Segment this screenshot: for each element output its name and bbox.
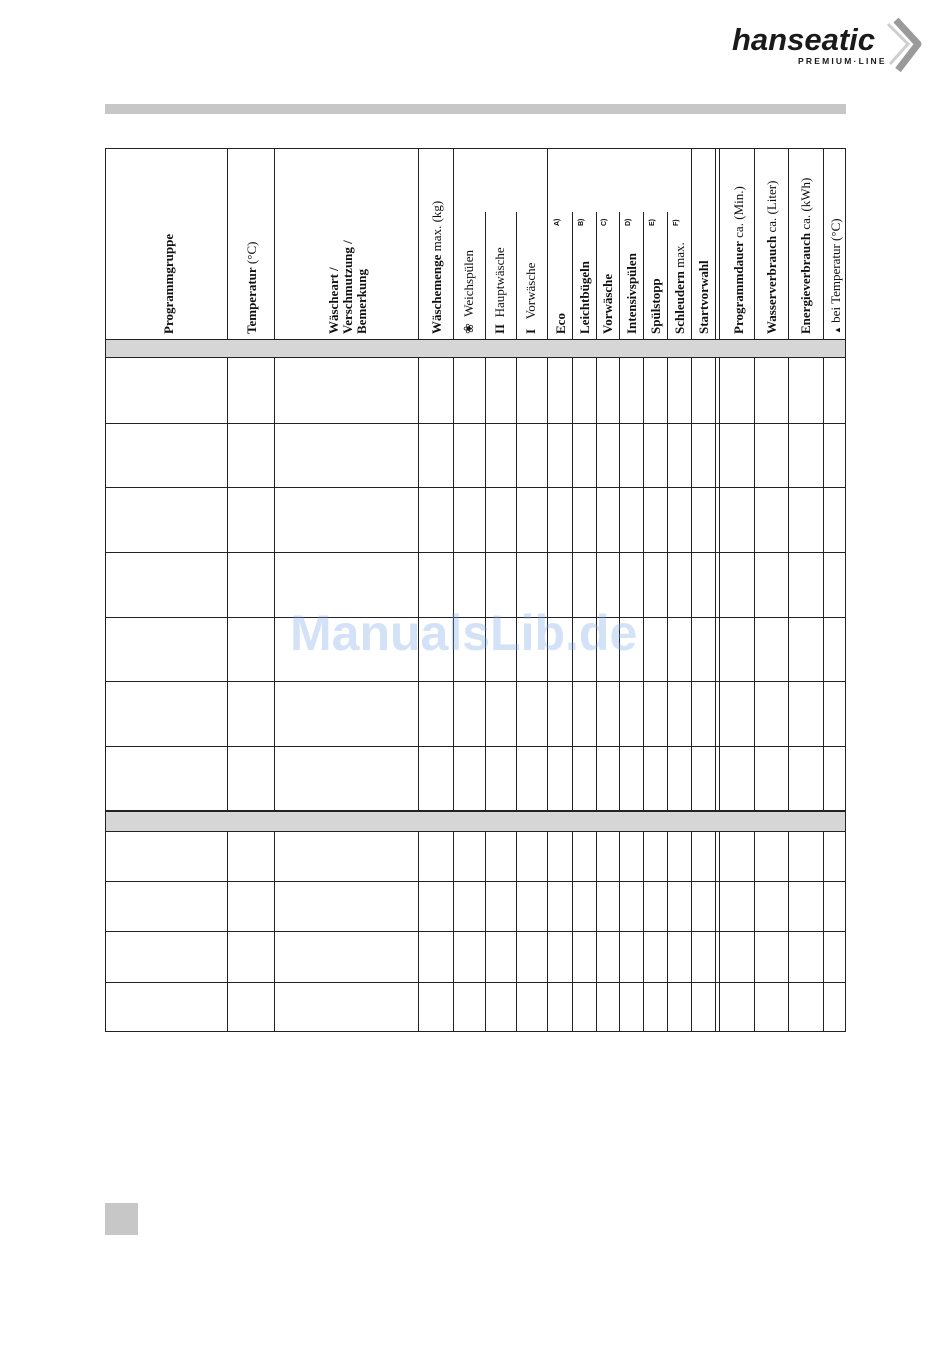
col-line bbox=[547, 357, 548, 810]
col-line bbox=[572, 357, 573, 810]
header-waescheart-3: Bemerkung bbox=[354, 269, 369, 334]
col-line bbox=[227, 831, 228, 1032]
col-line bbox=[619, 212, 620, 339]
col-line bbox=[719, 148, 720, 339]
col-line bbox=[719, 357, 720, 810]
col-line bbox=[572, 831, 573, 1032]
col-line bbox=[667, 212, 668, 339]
header-hauptwaesche: II Hauptwäsche bbox=[492, 247, 507, 334]
col-line bbox=[547, 831, 548, 1032]
col-line bbox=[485, 831, 486, 1032]
col-line bbox=[516, 212, 517, 339]
col-line bbox=[227, 148, 228, 339]
col-line bbox=[418, 357, 419, 810]
header-temperatur: Temperatur (°C) bbox=[244, 241, 259, 334]
note-e: E) bbox=[649, 219, 656, 226]
brand-logo bbox=[728, 14, 928, 76]
col-line bbox=[719, 831, 720, 1032]
row-line bbox=[105, 487, 846, 488]
col-line bbox=[788, 148, 789, 339]
row-line bbox=[105, 681, 846, 682]
col-line bbox=[485, 357, 486, 810]
note-f: F) bbox=[673, 219, 680, 226]
header-spuelstopp: Spülstopp bbox=[648, 278, 663, 334]
header-startvorwahl: Startvorwahl bbox=[696, 260, 711, 334]
row-line bbox=[105, 982, 846, 983]
col-line bbox=[643, 357, 644, 810]
row-line bbox=[105, 357, 846, 358]
note-c: C) bbox=[601, 218, 608, 226]
row-line bbox=[105, 810, 846, 812]
header-programmdauer: Programmdauer ca. (Min.) bbox=[731, 186, 746, 334]
col-line bbox=[516, 357, 517, 810]
triangle-icon: ▲ bbox=[833, 326, 842, 334]
note-b: B) bbox=[578, 218, 585, 226]
col-line bbox=[596, 357, 597, 810]
header-vorwaesche-option: Vorwäsche bbox=[600, 273, 615, 334]
row-line bbox=[105, 931, 846, 932]
header-schleudern: Schleudern max. bbox=[672, 242, 687, 334]
col-line bbox=[516, 831, 517, 1032]
header-programmgruppe: Programmgruppe bbox=[161, 233, 176, 334]
note-d: D) bbox=[625, 218, 632, 226]
note-a: A) bbox=[554, 218, 561, 226]
page-marker bbox=[105, 1203, 138, 1235]
col-line bbox=[823, 831, 824, 1032]
header-energieverbrauch: Energieverbrauch ca. (kWh) bbox=[798, 177, 813, 334]
header-weichspuelen: ❀ Weichspülen bbox=[461, 250, 476, 334]
col-line bbox=[596, 212, 597, 339]
col-line bbox=[227, 357, 228, 810]
col-line bbox=[788, 357, 789, 810]
col-line bbox=[788, 831, 789, 1032]
col-line bbox=[619, 831, 620, 1032]
col-line bbox=[453, 831, 454, 1032]
header-intensivspuelen: Intensivspülen bbox=[624, 253, 639, 334]
col-line bbox=[715, 357, 716, 810]
header-leichtbuegeln: Leichtbügeln bbox=[577, 261, 592, 334]
row-line bbox=[105, 423, 846, 424]
col-line bbox=[691, 831, 692, 1032]
col-line bbox=[643, 212, 644, 339]
row-line bbox=[105, 339, 846, 340]
program-table bbox=[105, 148, 846, 1032]
svg-text:PREMIUM·LINE: PREMIUM·LINE bbox=[798, 56, 887, 66]
col-line bbox=[691, 357, 692, 810]
header-rule bbox=[105, 104, 846, 114]
header-wasserverbrauch: Wasserverbrauch ca. (Liter) bbox=[764, 180, 779, 334]
col-line bbox=[485, 212, 486, 339]
header-waescheart-2: Verschmutzung / bbox=[340, 240, 355, 334]
col-line bbox=[274, 357, 275, 810]
col-line bbox=[418, 148, 419, 339]
header-bei-temperatur: ▲ bei Temperatur (°C) bbox=[828, 218, 843, 334]
svg-text:hanseatic: hanseatic bbox=[732, 22, 876, 57]
hanseatic-logo-icon bbox=[728, 14, 928, 76]
header-waescheart-1: Wäscheart / bbox=[326, 267, 341, 334]
col-line bbox=[691, 148, 692, 339]
col-line bbox=[823, 148, 824, 339]
row-line bbox=[105, 552, 846, 553]
col-line bbox=[754, 831, 755, 1032]
header-waeschemenge: Wäschemenge max. (kg) bbox=[429, 200, 444, 334]
col-line bbox=[667, 357, 668, 810]
header-vorwaesche: I Vorwäsche bbox=[523, 262, 538, 334]
col-line bbox=[715, 148, 716, 339]
row-line bbox=[105, 881, 846, 882]
watermark: ManualsLib.de bbox=[290, 605, 638, 661]
col-line bbox=[715, 831, 716, 1032]
col-line bbox=[274, 148, 275, 339]
col-line bbox=[619, 357, 620, 810]
col-line bbox=[547, 148, 548, 339]
col-line bbox=[453, 357, 454, 810]
col-line bbox=[453, 148, 454, 339]
col-line bbox=[754, 357, 755, 810]
header-eco: Eco bbox=[553, 313, 568, 334]
col-line bbox=[667, 831, 668, 1032]
softener-icon: ❀ bbox=[461, 323, 476, 334]
row-line bbox=[105, 831, 846, 832]
col-line bbox=[643, 831, 644, 1032]
col-line bbox=[274, 831, 275, 1032]
col-line bbox=[572, 212, 573, 339]
col-line bbox=[418, 831, 419, 1032]
col-line bbox=[754, 148, 755, 339]
col-line bbox=[596, 831, 597, 1032]
col-line bbox=[823, 357, 824, 810]
row-line bbox=[105, 746, 846, 747]
